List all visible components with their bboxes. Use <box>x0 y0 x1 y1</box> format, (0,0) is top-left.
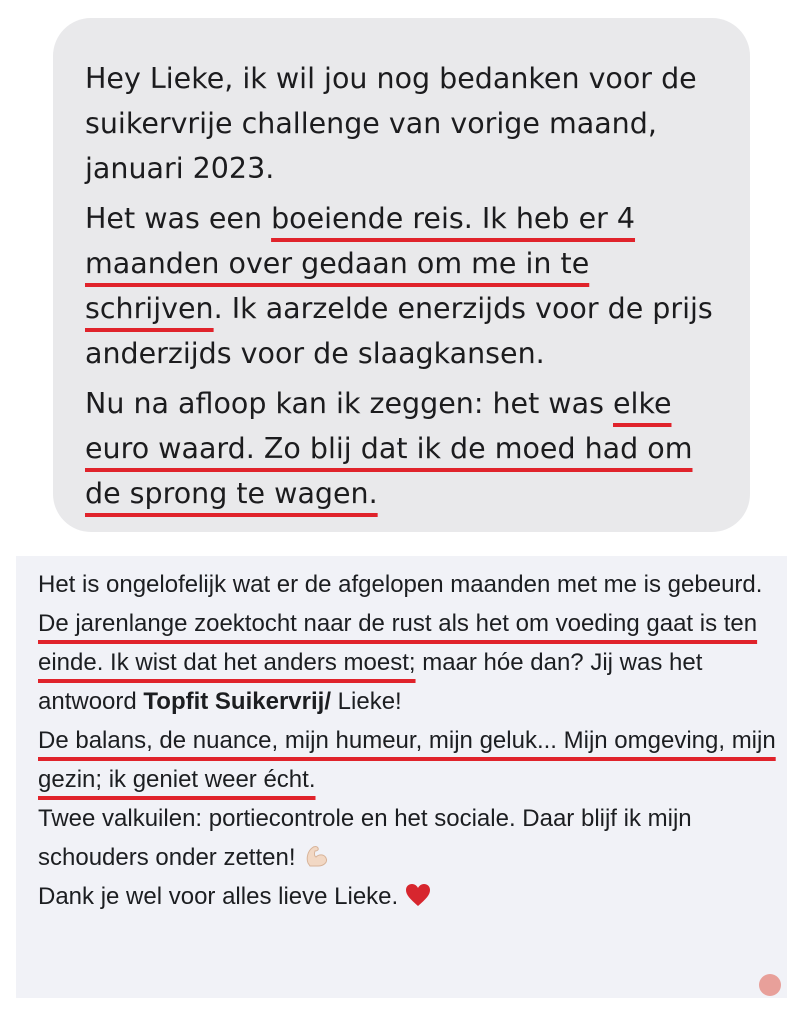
underlined-highlight: De balans, de nuance, mijn humeur, mijn geluk... Mijn omgeving, mijn gezin; ik geniet weer écht. <box>38 727 776 793</box>
message2-text <box>38 565 787 916</box>
brand-name-bold: Topfit Suikervrij/ <box>143 688 331 715</box>
reaction-indicator <box>759 974 781 996</box>
message-post-2 <box>16 556 787 998</box>
red-heart-icon <box>404 882 432 908</box>
message2-line-1: Het is ongelofelijk wat er de afgelopen maanden met me is gebeurd. <box>38 571 763 598</box>
underlined-highlight: elke euro waard. Zo blij dat ik de moed had om de sprong te wagen. <box>85 387 693 510</box>
message2-line-3-tail: Lieke! <box>331 688 402 715</box>
underlined-highlight: De jarenlange zoektocht naar de rust als het om voeding gaat is ten einde. Ik wist dat het anders moest; <box>38 610 758 676</box>
message-bubble-1 <box>53 18 750 532</box>
message2-line-6: Dank je wel voor alles lieve Lieke. <box>38 883 399 910</box>
message2-line-3-plain: maar hóe dan? Jij was het antwoord <box>38 649 703 715</box>
message1-paragraph-3 <box>85 381 730 516</box>
flexed-biceps-icon <box>302 841 330 869</box>
message1-p2-text-b: . Ik aarzelde enerzijds voor de prijs anderzijds voor de slaagkansen. <box>85 292 713 370</box>
message1-p2-text-a: Het was een <box>85 202 272 235</box>
underlined-highlight: boeiende reis. Ik heb er 4 maanden over gedaan om me in te schrijven <box>85 202 636 325</box>
message1-paragraph-2 <box>85 196 730 376</box>
message2-line-5: Twee valkuilen: portiecontrole en het sociale. Daar blijf ik mijn schouders onder zetten! <box>38 805 692 871</box>
message1-p3-text-a: Nu na afloop kan ik zeggen: het was <box>85 387 613 420</box>
message1-paragraph-1: Hey Lieke, ik wil jou nog bedanken voor de suikervrije challenge van vorige maand, januari 2023. <box>85 62 697 185</box>
